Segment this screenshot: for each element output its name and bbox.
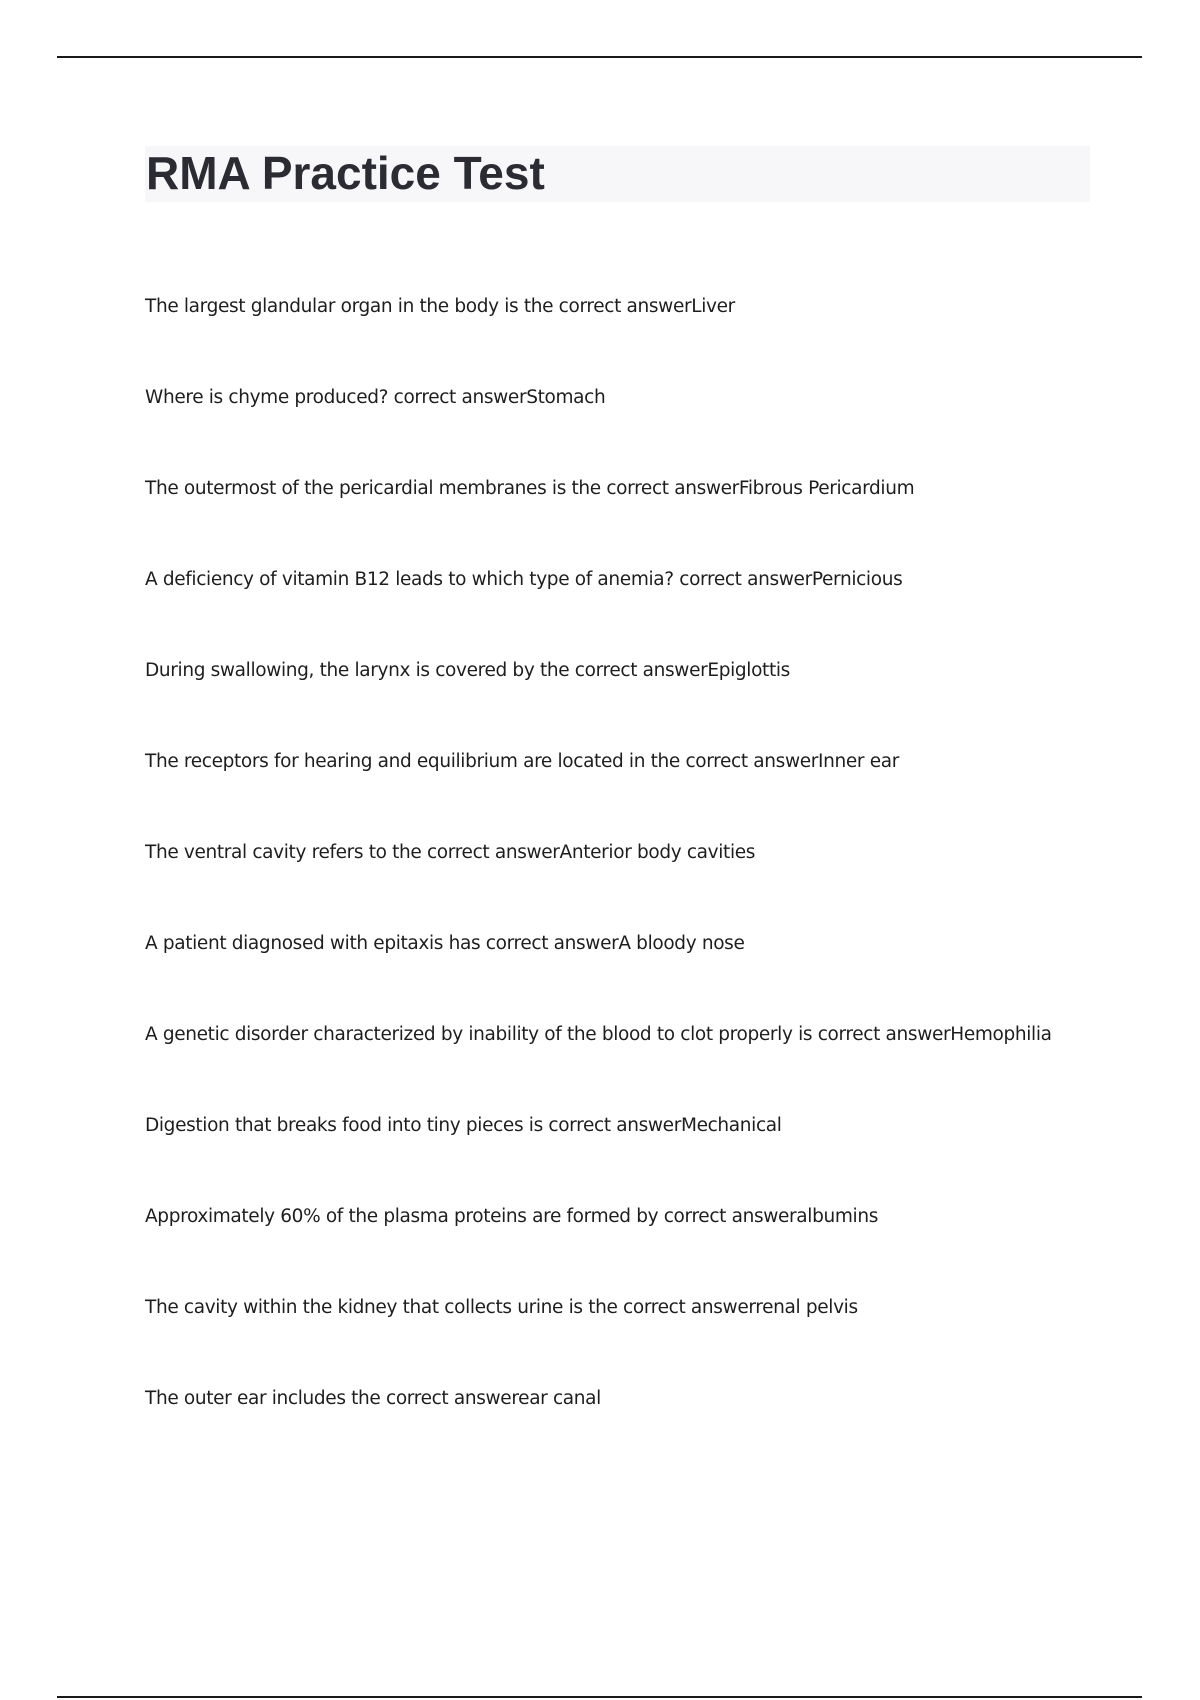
question-item: A deficiency of vitamin B12 leads to which type of anemia? correct answerPernicious <box>145 569 903 590</box>
question-item: Approximately 60% of the plasma proteins are formed by correct answeralbumins <box>145 1206 878 1227</box>
question-item: Where is chyme produced? correct answerStomach <box>145 387 606 408</box>
question-item: The largest glandular organ in the body is the correct answerLiver <box>145 296 735 317</box>
question-item: The cavity within the kidney that collects urine is the correct answerrenal pelvis <box>145 1297 858 1318</box>
question-item: Digestion that breaks food into tiny pieces is correct answerMechanical <box>145 1115 782 1136</box>
question-item: During swallowing, the larynx is covered by the correct answerEpiglottis <box>145 660 790 681</box>
question-item: A patient diagnosed with epitaxis has correct answerA bloody nose <box>145 933 745 954</box>
question-list <box>145 292 1105 1475</box>
question-item: The receptors for hearing and equilibrium are located in the correct answerInner ear <box>145 751 899 772</box>
page-title: RMA Practice Test <box>146 147 545 199</box>
question-item: The outermost of the pericardial membranes is the correct answerFibrous Pericardium <box>145 478 915 499</box>
bottom-divider <box>57 1696 1142 1698</box>
top-divider <box>57 56 1142 58</box>
question-item: The outer ear includes the correct answerear canal <box>145 1388 601 1409</box>
question-item: The ventral cavity refers to the correct answerAnterior body cavities <box>145 842 756 863</box>
question-item: A genetic disorder characterized by inability of the blood to clot properly is correct answerHemophilia <box>145 1024 1052 1045</box>
